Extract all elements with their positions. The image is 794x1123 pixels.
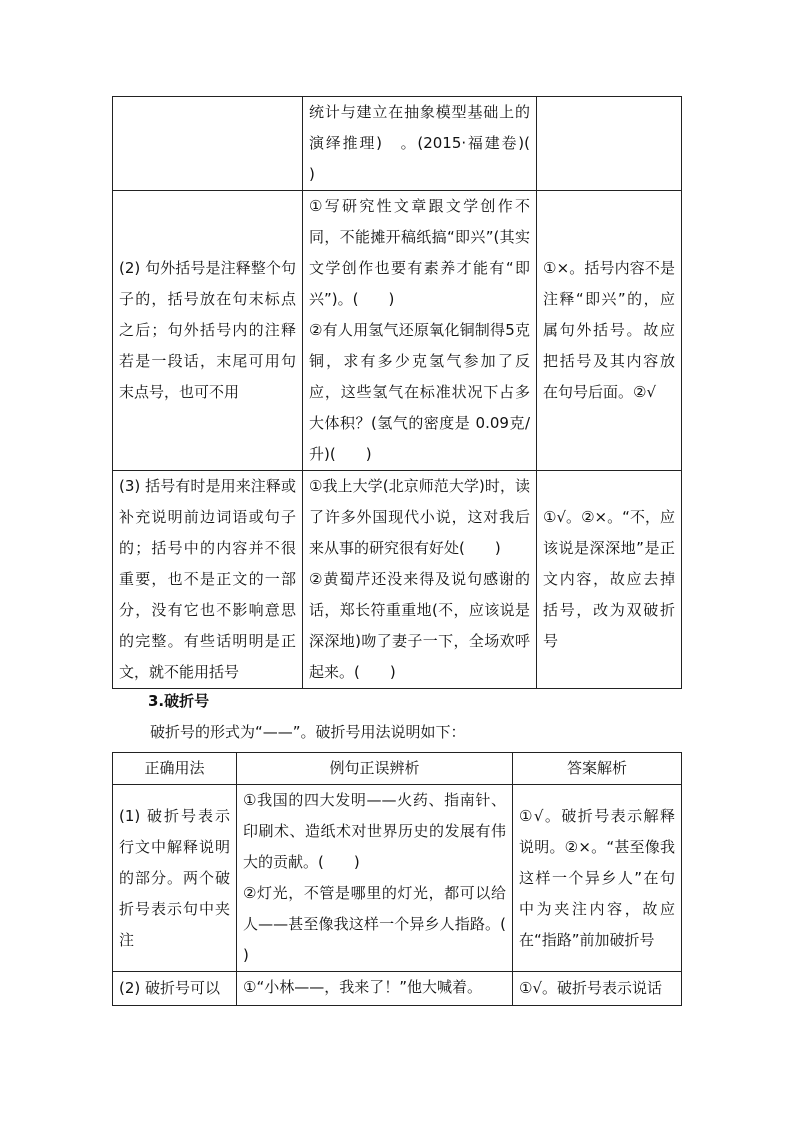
section-heading: 3.破折号 — [148, 692, 210, 710]
dash-usage-table — [112, 752, 682, 1006]
header-correct-usage: 正确用法 — [113, 753, 237, 785]
section-intro: 破折号的形式为“——”。破折号用法说明如下： — [150, 723, 466, 741]
example-cell — [303, 471, 537, 689]
answer-cell: ①√。②×。“不，应该说是深深地”是正文内容，故应去掉括号，改为双破折号 — [537, 471, 682, 689]
example-sentence: ②黄蜀芹还没来得及说句感谢的话，郑长符重重地(不，应该说是深深地)吻了妻子一下，全场欢呼起来。( ) — [309, 570, 530, 681]
example-cell — [237, 785, 537, 972]
header-example-analysis: 例句正误辨析 — [237, 753, 513, 785]
usage-cell — [113, 97, 303, 191]
header-answer-analysis: 答案解析 — [513, 753, 682, 785]
example-sentence: ①我上大学(北京师范大学)时，读了许多外国现代小说，这对我后来从事的研究很有好处( ) — [309, 477, 530, 557]
answer-cell: ①×。括号内容不是注释“即兴”的，应属句外括号。故应把括号及其内容放在句号后面。②√ — [537, 191, 682, 471]
table-row — [113, 972, 682, 1006]
example-cell: 统计与建立在抽象模型基础上的演绎推理) 。(2015·福建卷)( ) — [303, 97, 537, 191]
answer-cell: ①√。破折号表示解释说明。②×。“甚至像我这样一个异乡人”在句中为夹注内容，故应在“指路”前加破折号 — [513, 785, 682, 972]
example-cell — [303, 191, 537, 471]
usage-cell: (1) 破折号表示行文中解释说明的部分。两个破折号表示句中夹注 — [113, 785, 237, 972]
table-row — [113, 471, 682, 689]
usage-cell: (3) 括号有时是用来注释或补充说明前边词语或句子的；括号中的内容并不很重要，也不是正文的一部分，没有它也不影响意思的完整。有些话明明是正文，就不能用括号 — [113, 471, 303, 689]
example-sentence: ②灯光，不管是哪里的灯光，都可以给人——甚至像我这样一个异乡人指路。( ) — [243, 884, 537, 964]
usage-cell: (2) 破折号可以 — [113, 972, 237, 1006]
example-sentence: ①我国的四大发明——火药、指南针、印刷术、造纸术对世界历史的发展有伟大的贡献。( ) — [243, 791, 506, 871]
table-row — [113, 785, 682, 972]
table-header-row — [113, 753, 682, 785]
answer-cell: ①√。破折号表示说话 — [513, 972, 682, 1006]
brackets-usage-table — [112, 96, 682, 689]
example-cell: ①“小林——，我来了！”他大喊着。 — [237, 972, 513, 1006]
usage-cell: (2) 句外括号是注释整个句子的，括号放在句末标点之后；句外括号内的注释若是一段话，末尾可用句末点号，也可不用 — [113, 191, 303, 471]
example-sentence: ②有人用氢气还原氧化铜制得5克铜，求有多少克氢气参加了反应，这些氢气在标准状况下占多大体积？(氢气的密度是 0.09克/升)( ) — [309, 321, 530, 463]
table-row — [113, 191, 682, 471]
table-row — [113, 97, 682, 191]
example-sentence: ①写研究性文章跟文学创作不同，不能摊开稿纸搞“即兴”(其实文学创作也要有素养才能有“即兴”)。( ) — [309, 197, 530, 308]
